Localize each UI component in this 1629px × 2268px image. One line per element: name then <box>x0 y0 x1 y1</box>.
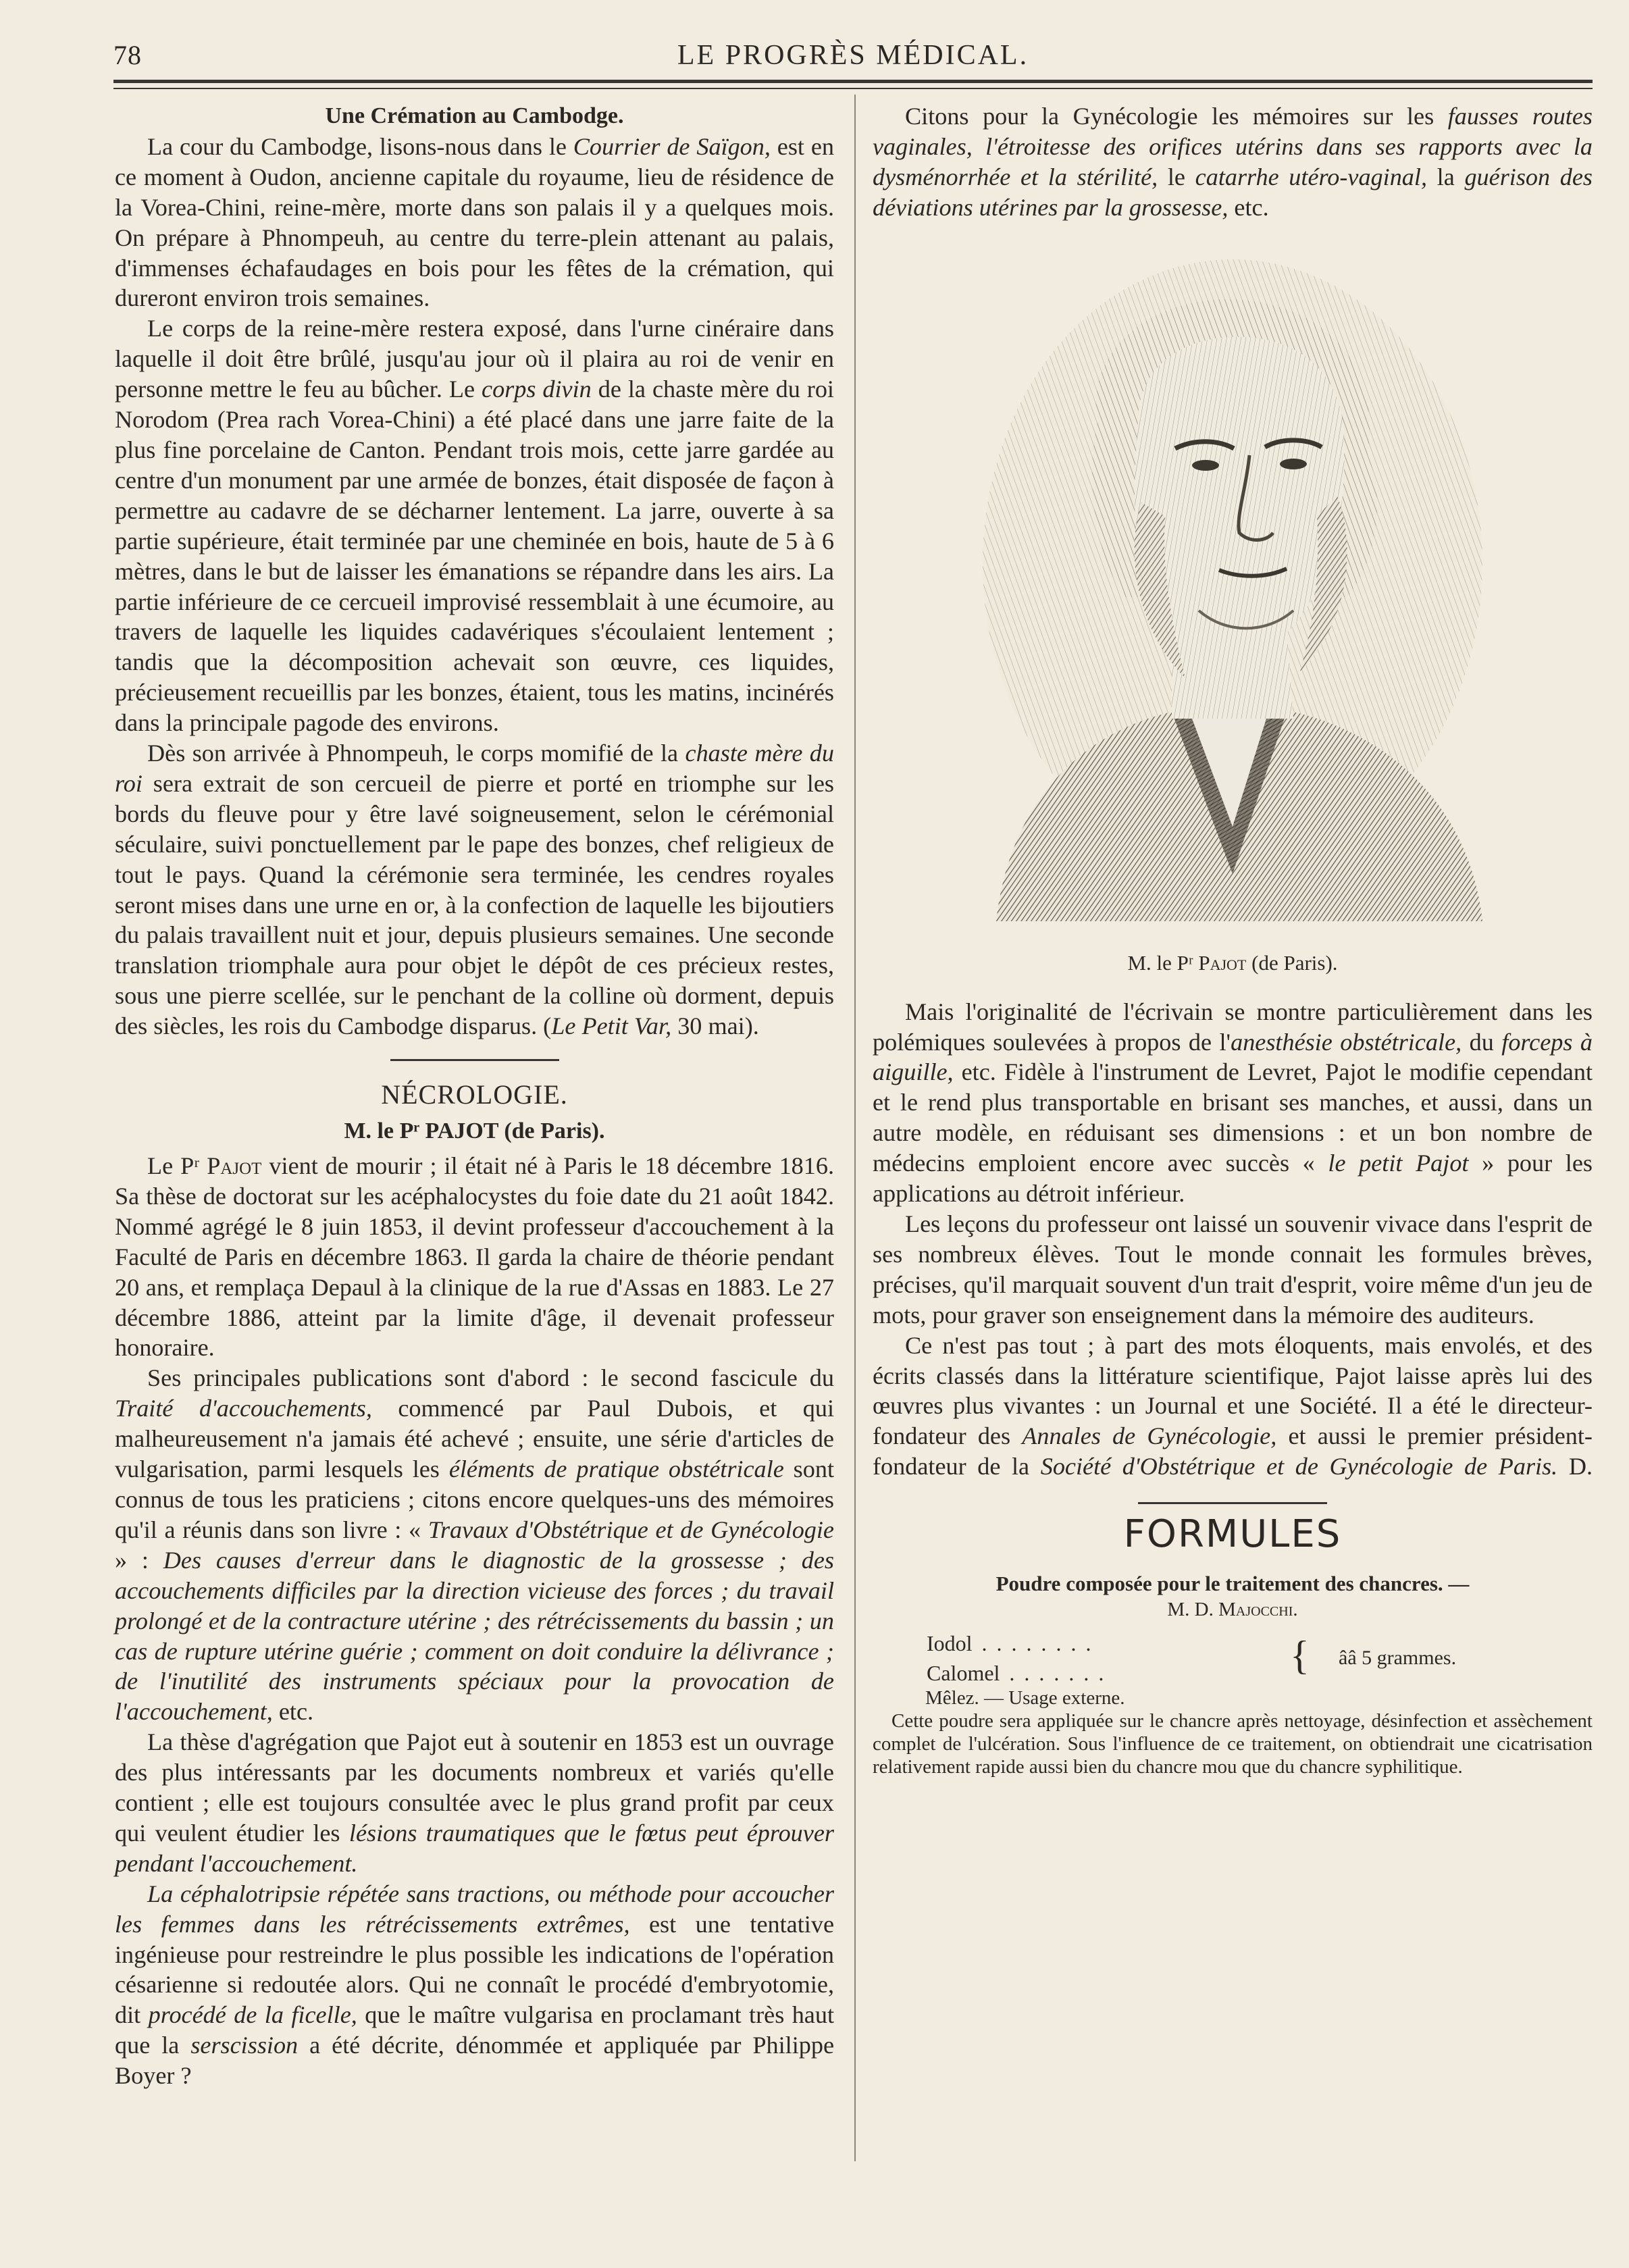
text-run: que le maître vulgarisa en proclamant très haut que la <box>115 2001 834 2059</box>
italic-text: La céphalotripsie répétée sans tractions, ou méthode pour accoucher les femmes dans les rétrécissements extrêmes, <box>115 1880 834 1938</box>
italic-text: Travaux d'Obstétrique et de Gynécologie <box>428 1516 834 1543</box>
portrait-caption <box>873 950 1593 977</box>
text-run: Citons pour la Gynécologie les mémoires sur les <box>905 103 1448 130</box>
paragraph <box>115 738 834 1041</box>
right-column <box>873 101 1593 1778</box>
italic-text: Le Petit Var, <box>551 1012 672 1040</box>
formules-title: FORMULES <box>1123 1512 1342 1557</box>
text-run: La thèse d'agrégation que Pajot eut à soutenir en 1853 est un ouvrage des plus intéressants par les documents nombreux et variés qu'elle contient ; elle est toujours consultée avec le plus grand profit par ceux qui veulent étudier les <box>115 1728 834 1847</box>
text-run: Le Pʳ <box>147 1152 207 1179</box>
paragraph <box>873 101 1593 223</box>
paragraph <box>873 997 1593 1209</box>
italic-text: serscission <box>190 2032 299 2059</box>
ingredient-name: Calomel <box>927 1661 1000 1686</box>
necrologie-title: NÉCROLOGIE. <box>381 1079 568 1110</box>
portrait-engraving <box>969 246 1496 942</box>
paragraph <box>115 1363 834 1727</box>
section-divider <box>390 1059 559 1061</box>
text-run: (de Paris). <box>1246 950 1338 975</box>
paragraph <box>115 1151 834 1363</box>
header-rule <box>113 80 1593 83</box>
italic-text: Annales de Gynécologie, <box>1022 1422 1277 1450</box>
brace: { <box>1290 1633 1310 1678</box>
text-run: et aussi le premier président-fondateur de la <box>873 1422 1593 1480</box>
text-run: Les leçons du professeur ont laissé un souvenir vivace dans l'esprit de ses nombreux élèves. Tout le monde connait les formules brèves, précises, qu'il marquait souvent d'un trait d'esprit, voire même d'un jeu de mots, pour graver son enseignement dans la mémoire des auditeurs. <box>873 1210 1593 1329</box>
left-column <box>115 101 834 2091</box>
recipe-author: M. D. Majocchi. <box>1167 1599 1298 1621</box>
page-header <box>113 35 1593 76</box>
section-divider <box>1138 1502 1327 1504</box>
text-run: de la chaste mère du roi Norodom (Prea rach Vorea-Chini) a été placé dans une jarre faite de la plus fine porcelaine de Canton. Pendant trois mois, cette jarre gardée au centre d'un monument par une armée de bonzes, était disposée de façon à permettre au cadavre de se décharner lentement. La jarre, ouverte à sa partie supérieure, était terminée par une cheminée en bois, haute de 5 à 6 mètres, dans le but de laisser les émanations se répandre dans les airs. La partie inférieure de ce cercueil improvisé ressemblait à une écumoire, au travers de laquelle les liquides cadavériques s'écoulaient lentement ; tandis que la décomposition achevait son œuvre, ces liquides, précieusement recueillis par les bonzes, étaient, tous les matins, incinérés dans la principale pagode des environs. <box>115 376 834 737</box>
italic-text: chaste mère du roi <box>115 740 834 797</box>
text-run: M. le Pʳ <box>1127 950 1199 975</box>
text-run: sera extrait de son cercueil de pierre et porté en triomphe sur les bords du fleuve pour y être lavé soigneusement, selon le cérémonial séculaire, suivi ponctuellement par le pape des bonzes, chef religieux de tout le pays. Quand la cérémonie sera terminée, les cendres royales seront mises dans une urne en or, à la confection de laquelle les bijoutiers du palais travaillent nuit et jour, depuis plusieurs semaines. Une seconde translation triomphale aura pour objet le dépôt de ces précieux restes, sous une pierre scellée, sur le penchant de la colline où dorment, depuis des siècles, les rois du Cambodge disparus. ( <box>115 769 834 1040</box>
journal-title: LE PROGRÈS MÉDICAL. <box>677 40 1029 71</box>
page-number: 78 <box>113 40 142 70</box>
cremation-title: Une Crémation au Cambodge. <box>325 103 624 128</box>
text-run: vient de mourir ; il était né à Paris le 18 décembre 1816. Sa thèse de doctorat sur les acéphalocystes du foie date du 21 août 1842. Nommé agrégé le 8 juin 1853, il devint professeur d'accouchement à la Faculté de Paris en décembre 1863. Il garda la chaire de théorie pendant 20 ans, et remplaça Depaul à la clinique de la rue d'Assas en 1883. Le 27 décembre 1886, atteint par la limite d'âge, il devenait professeur honoraire. <box>115 1152 834 1362</box>
text-run: Le corps de la reine-mère restera exposé, dans l'urne cinéraire dans laquelle il doit être brûlé, jusqu'au jour où il plaira au roi de venir en personne mettre le feu au bûcher. Le <box>115 315 834 403</box>
text-run: Dès son arrivée à Phnompeuh, le corps momifié de la <box>147 740 686 767</box>
text-run: » : <box>115 1546 163 1574</box>
column-divider <box>854 95 856 2161</box>
text-run: etc. <box>272 1698 314 1726</box>
ingredient-quantity: ââ 5 grammes. <box>1339 1647 1457 1670</box>
italic-text: Des causes d'erreur dans le diagnostic de la grossesse ; des accouchements difficiles par la direction vicieuse des forces ; du travail prolongé et de la contracture utérine ; des rétrécissements du bassin ; un cas de rupture utérine guérie ; comment on doit conduire la délivrance ; de l'inutilité des instruments spéciaux pour la provocation de l'accouchement, <box>115 1546 834 1726</box>
text-run: Ce n'est pas tout ; à part des mots éloquents, mais envolés, et des écrits classés dans la littérature scientifique, Pajot laisse après lui des œuvres plus vivantes : un Journal et une Société. Il a été le directeur-fondateur des <box>873 1331 1593 1450</box>
paragraph <box>115 1879 834 2091</box>
paragraph <box>873 1331 1593 1483</box>
text-run: le <box>1158 163 1195 190</box>
text-run: Mais l'originalité de l'écrivain se montre particulièrement dans les polémiques soulevées à propos de l' <box>873 998 1593 1056</box>
italic-text: fausses routes vaginales, l'étroitesse des orifices utérins dans ses rapports avec la dysménorrhée et la stérilité, <box>873 103 1593 190</box>
name-small-caps: Pajot <box>1198 950 1247 975</box>
recipe-title: Poudre composée pour le traitement des chancres. — <box>996 1572 1470 1596</box>
paragraph <box>115 132 834 313</box>
italic-text: le petit Pajot <box>1328 1150 1469 1177</box>
italic-text: catarrhe utéro-vaginal, <box>1195 163 1427 190</box>
name-small-caps: Pajot <box>207 1152 262 1179</box>
text-run: 30 mai). <box>671 1012 759 1040</box>
italic-text: Traité d'accouchements, <box>115 1395 372 1422</box>
italic-text: procédé de la ficelle, <box>148 2001 357 2029</box>
italic-text: Société d'Obstétrique et de Gynécologie de Paris. <box>1040 1453 1558 1480</box>
text-run: D. <box>1557 1453 1593 1480</box>
paragraph <box>873 1209 1593 1331</box>
text-run: sont connus de tous les praticiens ; citons encore quelques-uns des mémoires qu'il a réunis dans son livre : « <box>115 1455 834 1543</box>
text-run: commencé par Paul Dubois, et qui malheureusement n'a jamais été achevé ; ensuite, une série d'articles de vulgarisation, parmi lesquels les <box>115 1395 834 1483</box>
text-run: La cour du Cambodge, lisons-nous dans le <box>147 132 573 160</box>
italic-text: éléments de pratique obstétricale <box>448 1455 784 1483</box>
italic-text: corps divin <box>482 376 592 403</box>
ingredient-name: Iodol <box>927 1631 973 1656</box>
text-run: » pour les applications au détroit inférieur. <box>873 1150 1593 1208</box>
italic-text: Courrier de Saïgon, <box>573 132 771 160</box>
text-run: du <box>1462 1028 1502 1056</box>
text-run: Ses principales publications sont d'abord : le second fascicule du <box>147 1364 834 1392</box>
text-run: etc. <box>1228 193 1269 221</box>
italic-text: forceps à aiguille, <box>873 1028 1593 1086</box>
header-rule-thin <box>113 88 1593 89</box>
ingredient-row: Iodol ........ <box>927 1631 1101 1656</box>
paragraph <box>115 313 834 738</box>
paragraph <box>115 1727 834 1879</box>
text-run: etc. Fidèle à l'instrument de Levret, Pajot le modifie cependant et le rend plus transportable en brisant ses manches, et aussi, dans un autre modèle, en réduisant ses dimensions : et un bon nombre de médecins emploient encore avec succès « <box>873 1058 1593 1177</box>
necrologie-subtitle: M. le Pʳ PAJOT (de Paris). <box>344 1118 605 1144</box>
text-run: est une tentative ingénieuse pour restreindre le plus possible les indications de l'opération césarienne si redoutée alors. Qui ne connaît le procédé d'embryotomie, dit <box>115 1910 835 2029</box>
italic-text: lésions traumatiques que le fœtus peut éprouver pendant l'accouchement. <box>115 1819 834 1877</box>
ingredient-row: Calomel ....... <box>927 1661 1114 1686</box>
text-run: a été décrite, dénommée et appliquée par Philippe Boyer ? <box>115 2032 835 2090</box>
italic-text: anesthésie obstétricale, <box>1231 1028 1462 1056</box>
recipe-note: Cette poudre sera appliquée sur le chancre après nettoyage, désinfection et assèchement complet de l'ulcération. Sous l'influence de ce traitement, on obtiendrait une cicatrisation relativement rapide aussi bien du chancre mou que du chancre syphilitique. <box>873 1710 1593 1778</box>
usage-note: Mêlez. — Usage externe. <box>925 1687 1125 1709</box>
ingredient-list <box>873 1630 1593 1686</box>
text-run: est en ce moment à Oudon, ancienne capitale du royaume, lieu de résidence de la Vorea-Chini, reine-mère, morte dans son palais il y a quelques mois. On prépare à Phnompeuh, au centre du terre-plein attenant au palais, d'immenses échafaudages en bois pour les fêtes de la crémation, qui dureront environ trois semaines. <box>115 132 834 312</box>
text-run: la <box>1427 163 1465 190</box>
italic-text: guérison des déviations utérines par la grossesse, <box>873 163 1593 221</box>
